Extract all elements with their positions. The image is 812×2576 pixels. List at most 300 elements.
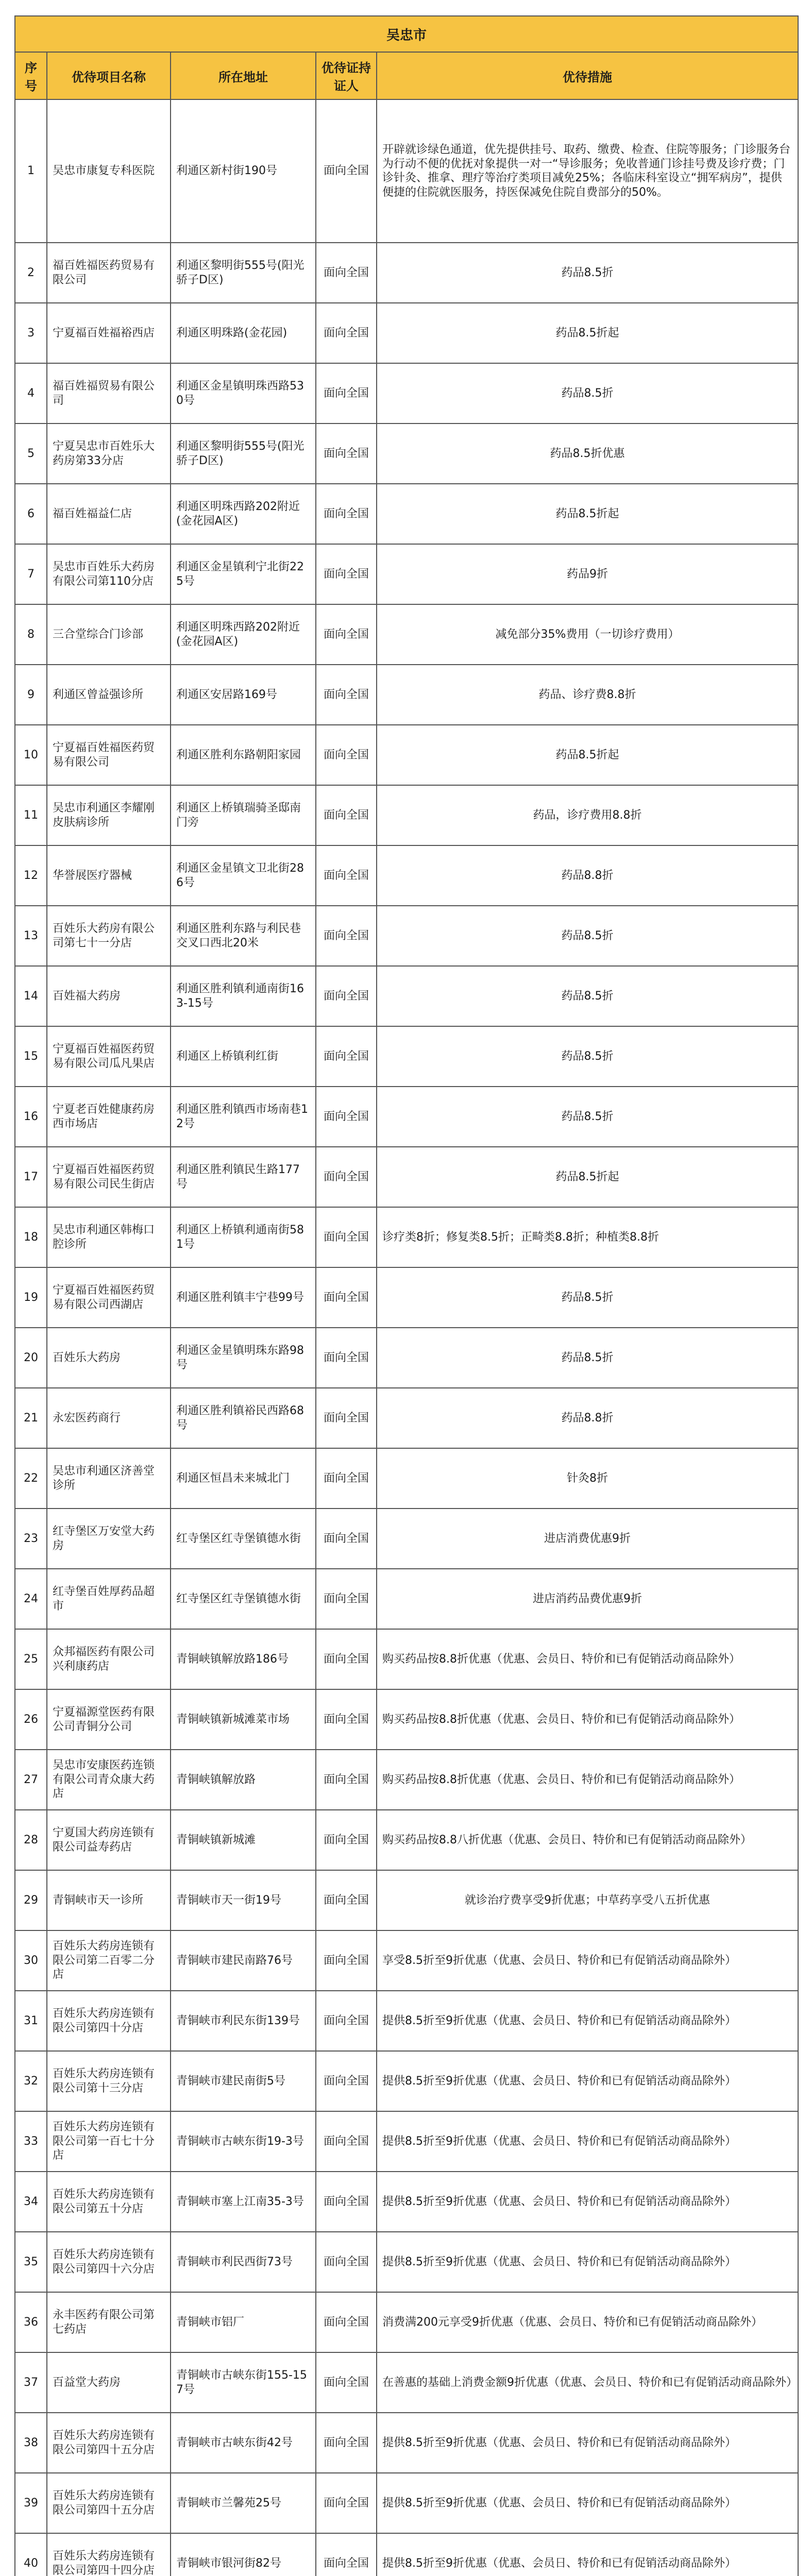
cell-no: [15, 1870, 47, 1930]
cell-offer: [377, 1930, 798, 1991]
cell-name: [47, 2473, 171, 2533]
cell-no: [15, 845, 47, 906]
cell-name: [47, 1629, 171, 1689]
cell-offer: [377, 303, 798, 363]
table-row: [15, 1388, 798, 1448]
cell-cert: [316, 725, 377, 785]
table-title-row: [15, 16, 798, 52]
cell-name-text: 百姓乐大药房: [53, 1351, 121, 1364]
cell-no-text: 20: [24, 1351, 38, 1364]
table-row: [15, 544, 798, 604]
cell-address: [171, 363, 316, 423]
cell-no: [15, 2473, 47, 2533]
cell-cert: [316, 665, 377, 725]
cell-no: [15, 1328, 47, 1388]
cell-address: [171, 1509, 316, 1569]
cell-cert: [316, 1147, 377, 1207]
cell-offer-text: 享受8.5折至9折优惠（优惠、会员日、特价和已有促销活动商品除外）: [382, 1954, 736, 1967]
cell-name-text: 福百姓福贸易有限公司: [53, 380, 155, 407]
cell-cert-text: 面向全国: [323, 808, 369, 822]
cell-offer-text: 进店消药品费优惠9折: [533, 1592, 642, 1605]
cell-offer-text: 药品8.5折: [561, 1110, 614, 1123]
cell-cert: [316, 845, 377, 906]
cell-cert-text: 面向全国: [323, 1170, 369, 1183]
cell-address-text: 利通区黎明街555号(阳光骄子D区): [176, 440, 304, 467]
cell-name-text: 百姓乐大药房有限公司第七十一分店: [53, 922, 155, 950]
cell-offer: [377, 1026, 798, 1087]
cell-name-text: 宁夏吴忠市百姓乐大药房第33分店: [53, 440, 155, 467]
cell-no-text: 21: [24, 1411, 38, 1425]
cell-name: [47, 845, 171, 906]
cell-cert-text: 面向全国: [323, 1411, 369, 1425]
table-row: [15, 1207, 798, 1267]
cell-no-text: 5: [27, 447, 35, 460]
cell-name: [47, 1207, 171, 1267]
cell-address: [171, 2051, 316, 2111]
cell-offer: [377, 1810, 798, 1870]
cell-cert: [316, 1629, 377, 1689]
cell-name-text: 宁夏福百姓福裕西店: [53, 326, 155, 340]
cell-offer: [377, 99, 798, 243]
cell-offer: [377, 2533, 798, 2576]
cell-offer: [377, 2352, 798, 2413]
cell-offer-text: 诊疗类8折；修复类8.5折；正畸类8.8折；种植类8.8折: [382, 1230, 659, 1244]
cell-no: [15, 363, 47, 423]
table-row: [15, 845, 798, 906]
cell-address: [171, 1810, 316, 1870]
cell-address-text: 利通区明珠路(金花园): [176, 326, 287, 340]
cell-offer: [377, 544, 798, 604]
cell-offer-text: 药品8.8折: [561, 869, 614, 882]
cell-no-text: 40: [24, 2556, 38, 2570]
cell-address: [171, 1267, 316, 1328]
cell-no-text: 10: [24, 748, 38, 761]
cell-no-text: 6: [27, 507, 35, 520]
table-header-row: [15, 52, 798, 99]
cell-name-text: 百姓乐大药房连锁有限公司第二百零二分店: [53, 1940, 155, 1981]
table-row: [15, 1147, 798, 1207]
cell-offer: [377, 2232, 798, 2292]
cell-cert: [316, 1870, 377, 1930]
table-row: [15, 2533, 798, 2576]
cell-name-text: 青铜峡市天一诊所: [53, 1893, 144, 1907]
cell-cert: [316, 966, 377, 1026]
cell-name: [47, 1509, 171, 1569]
table-row: [15, 1569, 798, 1629]
cell-no: [15, 484, 47, 544]
cell-cert-text: 面向全国: [323, 1291, 369, 1304]
cell-cert-text: 面向全国: [323, 1532, 369, 1545]
cell-address: [171, 2533, 316, 2576]
cell-cert: [316, 906, 377, 966]
cell-name: [47, 1448, 171, 1509]
cell-offer: [377, 1509, 798, 1569]
preferential-treatment-table: [14, 15, 799, 2576]
cell-name: [47, 2111, 171, 2172]
cell-address: [171, 1087, 316, 1147]
table-row: [15, 484, 798, 544]
table-row: [15, 2473, 798, 2533]
cell-no: [15, 2533, 47, 2576]
table-row: [15, 966, 798, 1026]
cell-address-text: 利通区胜利镇裕民西路68号: [176, 1404, 304, 1432]
cell-offer: [377, 2051, 798, 2111]
cell-name-text: 吴忠市百姓乐大药房有限公司第110分店: [53, 561, 155, 588]
table-row: [15, 604, 798, 665]
cell-address-text: 利通区明珠西路202附近(金花园A区): [176, 500, 300, 528]
cell-no: [15, 544, 47, 604]
cell-cert-text: 面向全国: [323, 1110, 369, 1123]
cell-address-text: 青铜峡市铝厂: [176, 2315, 245, 2329]
cell-no-text: 33: [24, 2134, 38, 2148]
cell-offer-text: 药品8.8折: [561, 1411, 614, 1425]
cell-name: [47, 725, 171, 785]
table-row: [15, 725, 798, 785]
cell-offer-text: 提供8.5折至9折优惠（优惠、会员日、特价和已有促销活动商品除外）: [382, 2496, 736, 2510]
cell-offer: [377, 2292, 798, 2352]
cell-address-text: 利通区金星镇明珠东路98号: [176, 1344, 304, 1371]
cell-name: [47, 1328, 171, 1388]
cell-name: [47, 1026, 171, 1087]
cell-cert: [316, 1930, 377, 1991]
cell-address-text: 利通区恒昌未来城北门: [176, 1471, 290, 1485]
cell-address: [171, 1750, 316, 1810]
cell-no-text: 7: [27, 567, 35, 581]
cell-cert: [316, 2232, 377, 2292]
cell-name-text: 吴忠市安康医药连锁有限公司青众康大药店: [53, 1759, 155, 1801]
cell-offer-text: 药品9折: [567, 567, 608, 581]
cell-address: [171, 1870, 316, 1930]
cell-address: [171, 845, 316, 906]
cell-address-text: 青铜峡市古峡东街19-3号: [176, 2134, 304, 2148]
cell-offer: [377, 2473, 798, 2533]
cell-no: [15, 2111, 47, 2172]
cell-no-text: 4: [27, 386, 35, 400]
cell-cert: [316, 1388, 377, 1448]
cell-cert: [316, 363, 377, 423]
cell-name-text: 宁夏福百姓福医药贸易有限公司西湖店: [53, 1284, 155, 1311]
cell-cert: [316, 303, 377, 363]
cell-cert-text: 面向全国: [323, 869, 369, 882]
cell-address: [171, 243, 316, 303]
cell-cert: [316, 1569, 377, 1629]
cell-no-text: 36: [24, 2315, 38, 2329]
cell-cert: [316, 1991, 377, 2051]
cell-no: [15, 966, 47, 1026]
cell-address-text: 利通区胜利东路与利民巷交叉口西北20米: [176, 922, 301, 950]
cell-cert-text: 面向全国: [323, 2436, 369, 2449]
cell-no-text: 1: [27, 164, 35, 178]
table-row: [15, 1629, 798, 1689]
cell-cert-text: 面向全国: [323, 2315, 369, 2329]
cell-address-text: 青铜峡市古峡东街42号: [176, 2436, 293, 2449]
cell-address: [171, 423, 316, 484]
cell-no-text: 39: [24, 2496, 38, 2510]
cell-address: [171, 1388, 316, 1448]
cell-no-text: 15: [24, 1049, 38, 1063]
cell-no: [15, 604, 47, 665]
cell-address: [171, 1328, 316, 1388]
cell-no-text: 24: [24, 1592, 38, 1605]
table-row: [15, 1448, 798, 1509]
table-row: [15, 1509, 798, 1569]
cell-cert: [316, 484, 377, 544]
cell-offer: [377, 363, 798, 423]
cell-name-text: 吴忠市康复专科医院: [53, 164, 155, 178]
cell-address-text: 青铜峡市银河街82号: [176, 2556, 281, 2570]
cell-name-text: 福百姓福医药贸易有限公司: [53, 259, 155, 286]
cell-offer: [377, 845, 798, 906]
cell-address-text: 利通区胜利东路朝阳家园: [176, 748, 301, 761]
cell-offer-text: 提供8.5折至9折优惠（优惠、会员日、特价和已有促销活动商品除外）: [382, 2134, 736, 2148]
cell-offer-text: 购买药品按8.8折优惠（优惠、会员日、特价和已有促销活动商品除外）: [382, 1652, 740, 1666]
cell-address-text: 青铜峡市古峡东街155-157号: [176, 2369, 307, 2396]
table-row: [15, 1267, 798, 1328]
cell-name-text: 百姓乐大药房连锁有限公司第四十四分店: [53, 2550, 155, 2576]
cell-no-text: 17: [24, 1170, 38, 1183]
cell-name: [47, 1991, 171, 2051]
cell-cert: [316, 2473, 377, 2533]
table-row: [15, 906, 798, 966]
cell-name: [47, 1087, 171, 1147]
table-row: [15, 2292, 798, 2352]
cell-offer: [377, 2413, 798, 2473]
header-name: 优待项目名称: [47, 52, 171, 99]
cell-name-text: 百姓乐大药房连锁有限公司第四十六分店: [53, 2248, 155, 2276]
cell-no: [15, 1087, 47, 1147]
cell-no: [15, 99, 47, 243]
cell-address: [171, 1930, 316, 1991]
cell-no: [15, 1026, 47, 1087]
cell-offer: [377, 484, 798, 544]
cell-address-text: 利通区上桥镇瑞骑圣邸南门旁: [176, 802, 301, 829]
cell-offer: [377, 966, 798, 1026]
cell-offer: [377, 725, 798, 785]
cell-cert: [316, 604, 377, 665]
cell-no: [15, 2172, 47, 2232]
cell-address: [171, 725, 316, 785]
cell-no-text: 2: [27, 266, 35, 279]
cell-cert-text: 面向全国: [323, 688, 369, 701]
cell-address-text: 利通区安居路169号: [176, 688, 277, 701]
cell-name: [47, 423, 171, 484]
cell-name: [47, 484, 171, 544]
cell-cert: [316, 2292, 377, 2352]
cell-offer: [377, 1991, 798, 2051]
cell-cert-text: 面向全国: [323, 2074, 369, 2088]
cell-name: [47, 604, 171, 665]
table-row: [15, 303, 798, 363]
cell-no-text: 27: [24, 1773, 38, 1786]
cell-cert-text: 面向全国: [323, 989, 369, 1003]
cell-cert: [316, 2352, 377, 2413]
cell-no: [15, 1629, 47, 1689]
cell-address-text: 青铜峡镇解放路186号: [176, 1652, 289, 1666]
cell-offer-text: 药品8.5折: [561, 989, 614, 1003]
cell-no-text: 31: [24, 2014, 38, 2027]
cell-name-text: 百姓乐大药房连锁有限公司第四十五分店: [53, 2489, 155, 2517]
cell-name-text: 宁夏福百姓福医药贸易有限公司民生街店: [53, 1163, 155, 1191]
cell-offer-text: 提供8.5折至9折优惠（优惠、会员日、特价和已有促销活动商品除外）: [382, 2255, 736, 2268]
cell-name: [47, 2051, 171, 2111]
table-row: [15, 99, 798, 243]
cell-no: [15, 2292, 47, 2352]
cell-address: [171, 2473, 316, 2533]
cell-no-text: 8: [27, 628, 35, 641]
cell-name-text: 吴忠市利通区李耀刚皮肤病诊所: [53, 802, 155, 829]
cell-address: [171, 303, 316, 363]
cell-no: [15, 1930, 47, 1991]
cell-offer-text: 减免部分35%费用（一切诊疗费用）: [495, 628, 680, 641]
cell-offer: [377, 1388, 798, 1448]
cell-no-text: 29: [24, 1893, 38, 1907]
table-row: [15, 2051, 798, 2111]
cell-offer: [377, 2111, 798, 2172]
cell-name-text: 宁夏福百姓福医药贸易有限公司瓜凡果店: [53, 1043, 155, 1070]
cell-no-text: 35: [24, 2255, 38, 2268]
table-row: [15, 1870, 798, 1930]
cell-cert: [316, 1207, 377, 1267]
cell-no: [15, 1509, 47, 1569]
cell-cert-text: 面向全国: [323, 2195, 369, 2208]
cell-cert: [316, 2533, 377, 2576]
cell-offer-text: 开辟就诊绿色通道，优先提供挂号、取药、缴费、检查、住院等服务；门诊服务台为行动不便的优抚对象提供一对一“导诊服务；免收普通门诊挂号费及诊疗费；门诊针灸、推拿、理疗等治疗类项目减免25%；各临床科室设立“拥军病房”，提供便捷的住院就医服务，持医保减免住院自费部分的50%。: [382, 143, 791, 199]
cell-name-text: 福百姓福益仁店: [53, 507, 132, 520]
table-row: [15, 2352, 798, 2413]
cell-address-text: 红寺堡区红寺堡镇德水街: [176, 1532, 301, 1545]
cell-name-text: 百姓福大药房: [53, 989, 121, 1003]
cell-no-text: 13: [24, 929, 38, 942]
cell-address: [171, 906, 316, 966]
cell-offer-text: 药品8.5折起: [555, 326, 619, 340]
cell-no: [15, 2232, 47, 2292]
cell-cert-text: 面向全国: [323, 567, 369, 581]
cell-offer-text: 药品8.5折: [561, 1291, 614, 1304]
table-row: [15, 785, 798, 845]
cell-cert: [316, 1448, 377, 1509]
cell-address: [171, 2111, 316, 2172]
cell-address-text: 利通区胜利镇民生路177号: [176, 1163, 300, 1191]
cell-address-text: 青铜峡市天一街19号: [176, 1893, 281, 1907]
cell-no-text: 14: [24, 989, 38, 1003]
cell-no-text: 18: [24, 1230, 38, 1244]
cell-name: [47, 1930, 171, 1991]
cell-address-text: 利通区新村街190号: [176, 164, 277, 178]
cell-name: [47, 906, 171, 966]
table-row: [15, 1087, 798, 1147]
cell-offer-text: 购买药品按8.8折优惠（优惠、会员日、特价和已有促销活动商品除外）: [382, 1713, 740, 1726]
cell-offer: [377, 1569, 798, 1629]
cell-offer-text: 药品、诊疗费8.8折: [538, 688, 636, 701]
cell-cert: [316, 2051, 377, 2111]
cell-name: [47, 303, 171, 363]
cell-cert-text: 面向全国: [323, 2376, 369, 2389]
cell-no-text: 25: [24, 1652, 38, 1666]
cell-cert-text: 面向全国: [323, 1592, 369, 1605]
cell-no: [15, 243, 47, 303]
cell-address-text: 利通区金星镇文卫北街286号: [176, 862, 304, 889]
cell-name: [47, 243, 171, 303]
cell-name-text: 百姓乐大药房连锁有限公司第一百七十分店: [53, 2121, 155, 2162]
cell-cert: [316, 1810, 377, 1870]
cell-offer: [377, 1448, 798, 1509]
table-body: [15, 99, 798, 2576]
cell-name-text: 百姓乐大药房连锁有限公司第十三分店: [53, 2067, 155, 2095]
cell-cert-text: 面向全国: [323, 1049, 369, 1063]
cell-offer-text: 针灸8折: [567, 1471, 608, 1485]
cell-name-text: 永宏医药商行: [53, 1411, 121, 1425]
cell-no: [15, 1448, 47, 1509]
cell-offer-text: 药品8.5折: [561, 1049, 614, 1063]
cell-cert-text: 面向全国: [323, 164, 369, 178]
cell-offer-text: 药品8.5折: [561, 386, 614, 400]
cell-cert-text: 面向全国: [323, 929, 369, 942]
table-row: [15, 2232, 798, 2292]
cell-name-text: 红寺堡百姓厚药品超市: [53, 1585, 155, 1613]
cell-cert-text: 面向全国: [323, 2134, 369, 2148]
cell-offer-text: 药品8.5折起: [555, 507, 619, 520]
cell-address: [171, 1147, 316, 1207]
cell-address-text: 青铜峡市利民东街139号: [176, 2014, 300, 2027]
cell-cert: [316, 2413, 377, 2473]
cell-offer: [377, 1147, 798, 1207]
cell-name-text: 吴忠市利通区韩梅口腔诊所: [53, 1224, 155, 1251]
cell-offer: [377, 1267, 798, 1328]
cell-no-text: 11: [24, 808, 38, 822]
cell-no-text: 34: [24, 2195, 38, 2208]
cell-no: [15, 303, 47, 363]
cell-cert-text: 面向全国: [323, 2556, 369, 2570]
cell-cert: [316, 1267, 377, 1328]
cell-offer: [377, 1870, 798, 1930]
cell-no: [15, 1750, 47, 1810]
cell-no: [15, 725, 47, 785]
cell-name-text: 红寺堡区万安堂大药房: [53, 1525, 155, 1552]
cell-cert: [316, 2172, 377, 2232]
cell-address: [171, 2413, 316, 2473]
cell-cert-text: 面向全国: [323, 1893, 369, 1907]
cell-cert: [316, 2111, 377, 2172]
cell-name: [47, 2352, 171, 2413]
table-row: [15, 1689, 798, 1750]
cell-offer-text: 购买药品按8.8折优惠（优惠、会员日、特价和已有促销活动商品除外）: [382, 1773, 740, 1786]
table-row: [15, 423, 798, 484]
cell-address: [171, 1207, 316, 1267]
cell-offer-text: 提供8.5折至9折优惠（优惠、会员日、特价和已有促销活动商品除外）: [382, 2195, 736, 2208]
cell-no: [15, 906, 47, 966]
cell-no-text: 38: [24, 2436, 38, 2449]
cell-no: [15, 423, 47, 484]
cell-offer: [377, 1750, 798, 1810]
cell-offer: [377, 785, 798, 845]
table-row: [15, 1810, 798, 1870]
cell-cert: [316, 423, 377, 484]
table-row: [15, 1930, 798, 1991]
cell-no: [15, 665, 47, 725]
cell-cert-text: 面向全国: [323, 2014, 369, 2027]
cell-name: [47, 1147, 171, 1207]
cell-address-text: 利通区金星镇明珠西路530号: [176, 380, 304, 407]
cell-no: [15, 1147, 47, 1207]
cell-no: [15, 2413, 47, 2473]
cell-address: [171, 2352, 316, 2413]
cell-address-text: 青铜峡市塞上江南35-3号: [176, 2195, 304, 2208]
cell-no: [15, 1689, 47, 1750]
table-title: 吴忠市: [15, 16, 798, 52]
cell-cert: [316, 243, 377, 303]
cell-no: [15, 785, 47, 845]
cell-no-text: 37: [24, 2376, 38, 2389]
